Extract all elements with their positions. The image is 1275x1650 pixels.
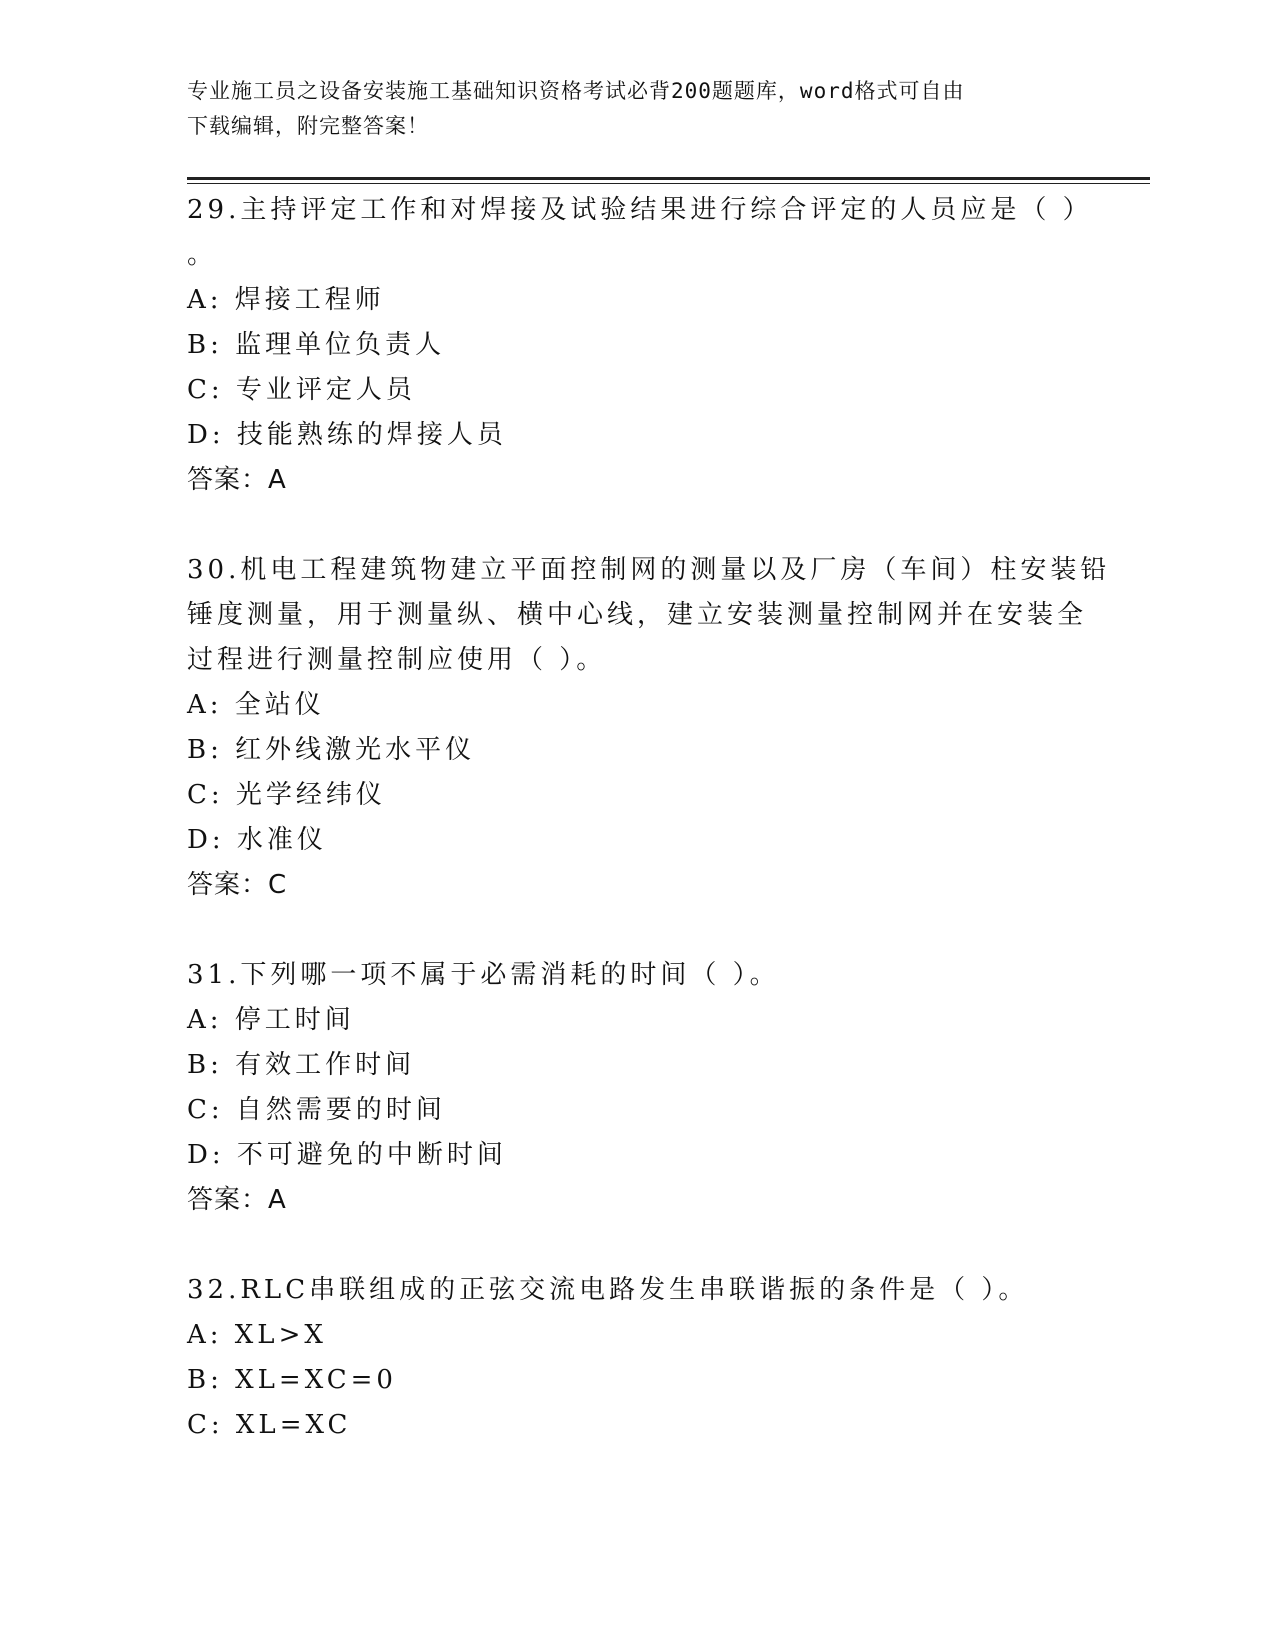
question-29-stem-line-2: 。 (187, 240, 218, 270)
question-31-answer: 答案：A (187, 1185, 287, 1215)
question-31-option-b: B: 有效工作时间 (187, 1050, 416, 1080)
question-29-option-b: B: 监理单位负责人 (187, 330, 446, 360)
question-30-option-a: A: 全站仪 (187, 690, 325, 720)
document-header (187, 74, 1067, 144)
question-31-option-a: A: 停工时间 (187, 1005, 355, 1035)
question-30-stem-line-3: 过程进行测量控制应使用（ ）。 (187, 645, 607, 675)
question-30-option-b: B: 红外线激光水平仪 (187, 735, 476, 765)
question-31-stem-line-1: 31.下列哪一项不属于必需消耗的时间（ ）。 (187, 960, 780, 990)
question-30-stem-line-2: 锤度测量，用于测量纵、横中心线，建立安装测量控制网并在安装全 (187, 600, 1088, 630)
question-30-option-c: C: 光学经纬仪 (187, 780, 386, 810)
question-31-option-c: C: 自然需要的时间 (187, 1095, 446, 1125)
question-30-answer: 答案：C (187, 870, 288, 900)
question-29-stem-line-1: 29.主持评定工作和对焊接及试验结果进行综合评定的人员应是（ ） (187, 195, 1093, 225)
header-line-2: 下载编辑，附完整答案！ (187, 114, 429, 138)
question-32-stem-line-1: 32.RLC串联组成的正弦交流电路发生串联谐振的条件是（ ）。 (187, 1275, 1029, 1305)
question-29-option-c: C: 专业评定人员 (187, 375, 416, 405)
question-29-option-d: D: 技能熟练的焊接人员 (187, 420, 507, 450)
question-32-option-b: B: XL=XC=0 (187, 1365, 397, 1395)
question-32-option-c: C: XL=XC (187, 1410, 352, 1440)
header-line-1: 专业施工员之设备安装施工基础知识资格考试必背200题题库，word格式可自由 (187, 79, 965, 103)
question-31-option-d: D: 不可避免的中断时间 (187, 1140, 507, 1170)
question-30-stem-line-1: 30.机电工程建筑物建立平面控制网的测量以及厂房（车间）柱安装铅 (187, 555, 1111, 585)
header-divider-thick (187, 177, 1150, 180)
question-29-option-a: A: 焊接工程师 (187, 285, 385, 315)
question-29-answer: 答案：A (187, 465, 287, 495)
question-30-option-d: D: 水准仪 (187, 825, 327, 855)
header-divider-thin (187, 183, 1150, 184)
question-32-option-a: A: XL>X (187, 1320, 327, 1350)
